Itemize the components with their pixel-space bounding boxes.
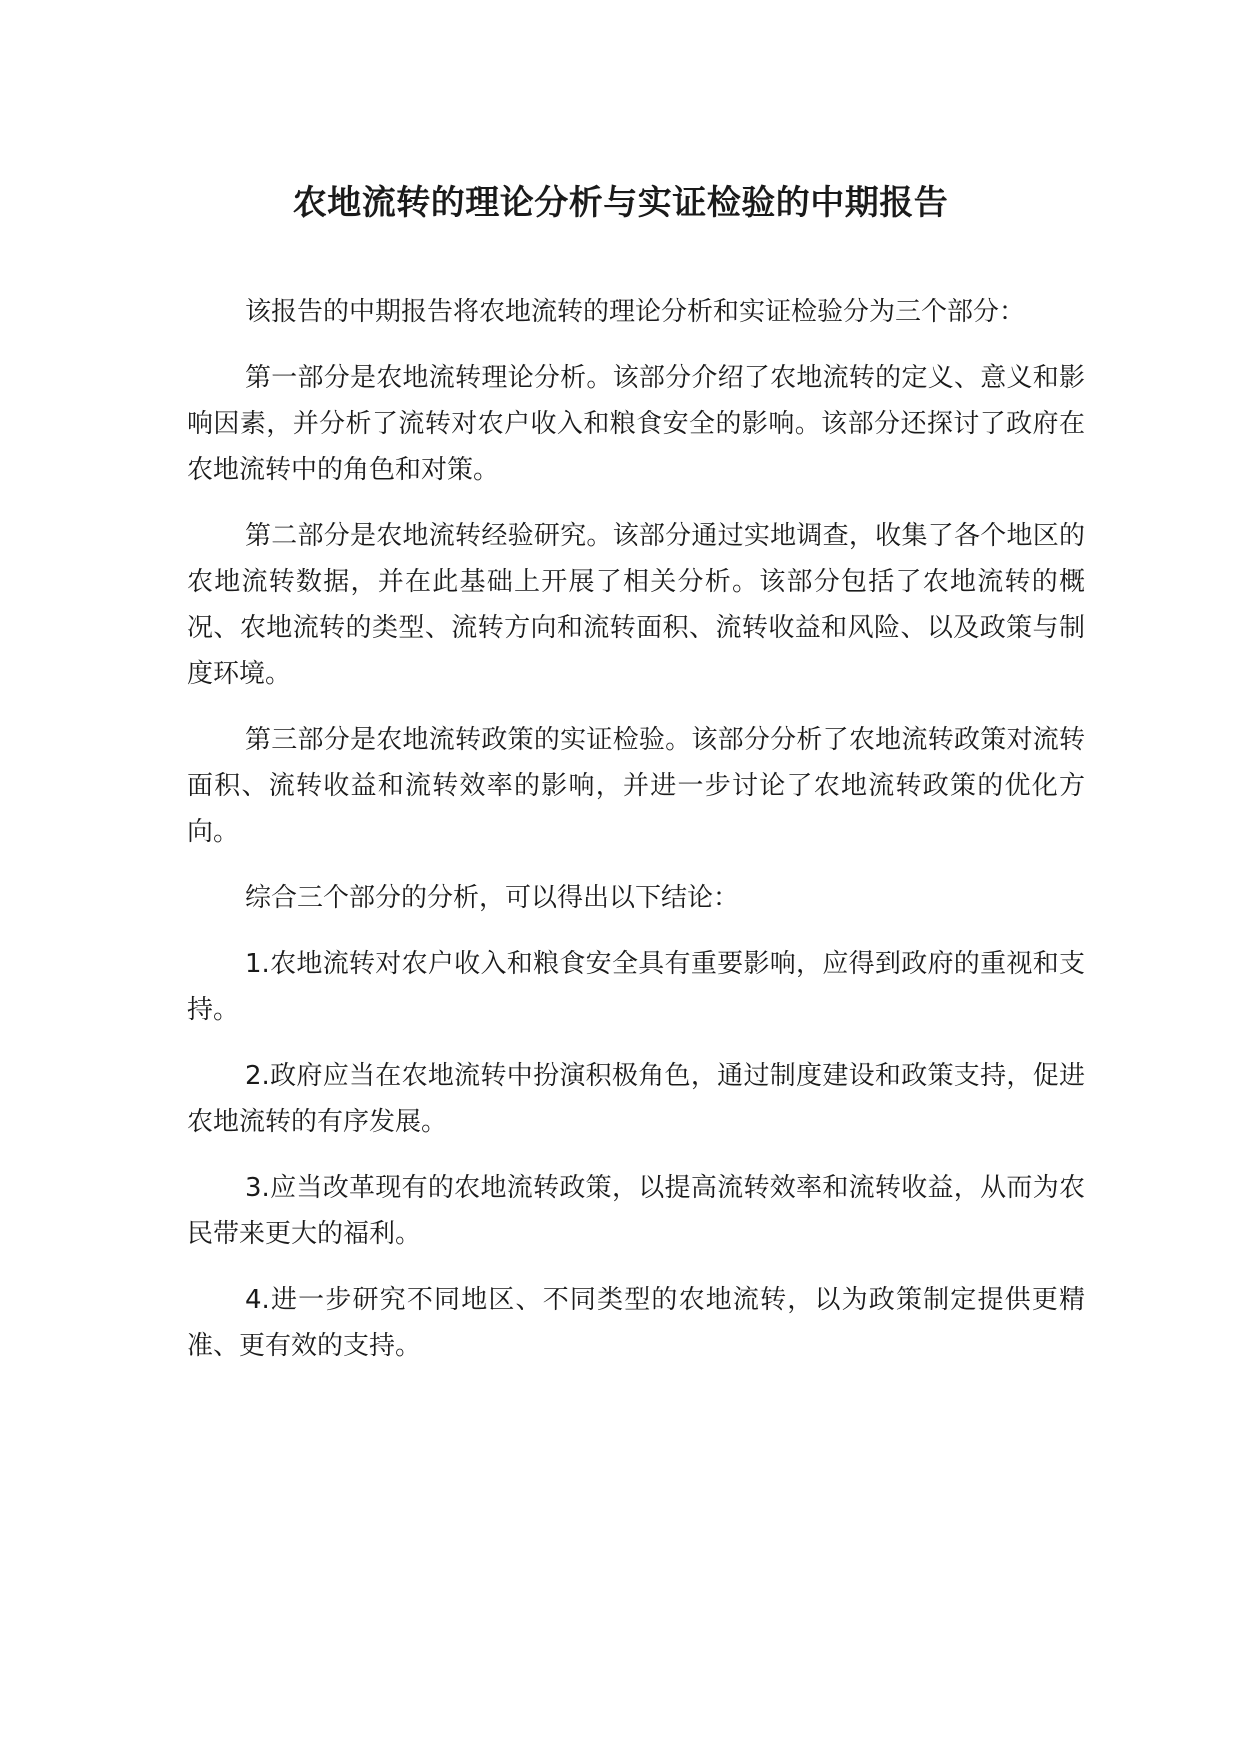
paragraph-part-one: 第一部分是农地流转理论分析。该部分介绍了农地流转的定义、意义和影响因素，并分析了流转对农户收入和粮食安全的影响。该部分还探讨了政府在农地流转中的角色和对策。 (187, 363, 1085, 485)
paragraph-conclusion-4: 4.进一步研究不同地区、不同类型的农地流转，以为政策制定提供更精准、更有效的支持。 (187, 1285, 1085, 1361)
document-body (187, 289, 1085, 1389)
paragraph-conclusion-2: 2.政府应当在农地流转中扮演积极角色，通过制度建设和政策支持，促进农地流转的有序发展。 (187, 1061, 1085, 1137)
paragraph-part-three: 第三部分是农地流转政策的实证检验。该部分分析了农地流转政策对流转面积、流转收益和流转效率的影响，并进一步讨论了农地流转政策的优化方向。 (187, 725, 1085, 847)
paragraph-part-two: 第二部分是农地流转经验研究。该部分通过实地调查，收集了各个地区的农地流转数据，并在此基础上开展了相关分析。该部分包括了农地流转的概况、农地流转的类型、流转方向和流转面积、流转收益和风险、以及政策与制度环境。 (187, 521, 1085, 689)
paragraph-intro: 该报告的中期报告将农地流转的理论分析和实证检验分为三个部分： (245, 297, 1026, 327)
paragraph-conclusion-3: 3.应当改革现有的农地流转政策，以提高流转效率和流转收益，从而为农民带来更大的福利。 (187, 1173, 1085, 1249)
paragraph-conclusion-1: 1.农地流转对农户收入和粮食安全具有重要影响，应得到政府的重视和支持。 (187, 949, 1085, 1025)
document-title: 农地流转的理论分析与实证检验的中期报告 (292, 183, 949, 223)
paragraph-conclusion-intro: 综合三个部分的分析，可以得出以下结论： (245, 883, 740, 913)
